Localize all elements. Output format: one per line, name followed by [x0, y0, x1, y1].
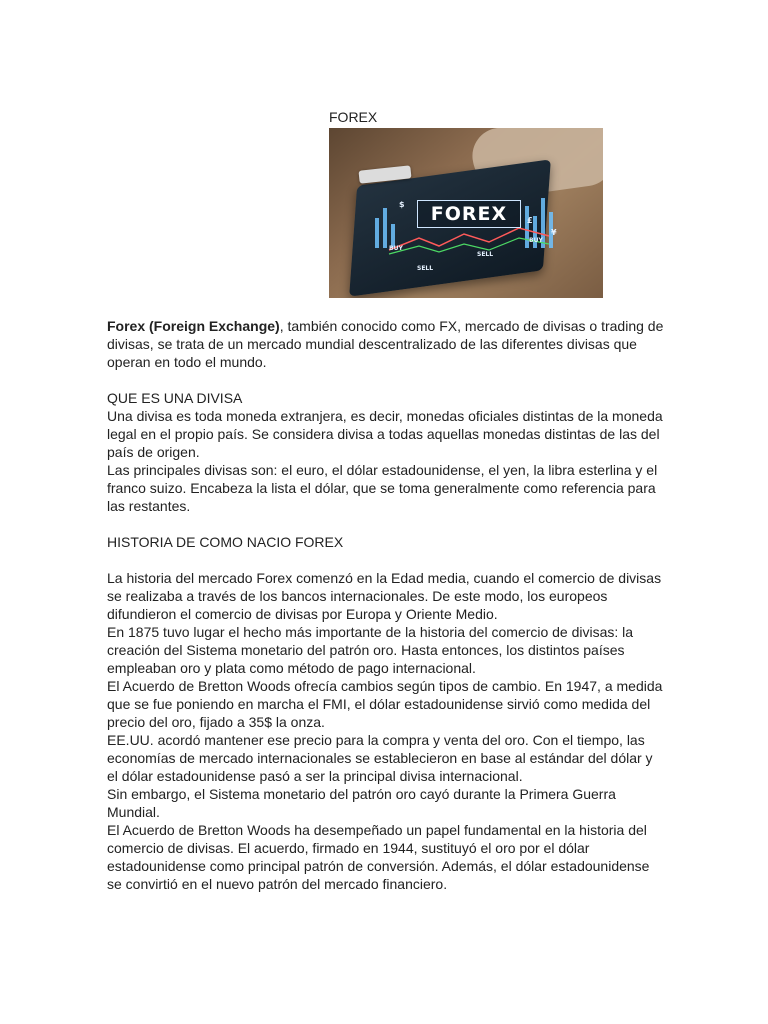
forex-hero-image — [329, 128, 603, 298]
yen-symbol: ¥ — [551, 228, 557, 237]
document-page — [107, 108, 667, 893]
intro-bold-lead: Forex (Foreign Exchange) — [107, 318, 280, 334]
document-title: FOREX — [329, 109, 378, 125]
historia-paragraph: La historia del mercado Forex comenzó en la Edad media, cuando el comercio de divisas se realizaba a través de los bancos internacionales. De este modo, los europeos difundieron el comercio de divisas por Europa y Oriente Medio. — [107, 570, 662, 622]
sell-tag: SELL — [477, 251, 494, 258]
historia-paragraph: En 1875 tuvo lugar el hecho más importante de la historia del comercio de divisas: la creación del Sistema monetario del patrón oro. Hasta entonces, los distintos países empleaban oro y plata como método de pago internacional. — [107, 624, 634, 676]
buy-tag: BUY — [529, 237, 543, 244]
divisa-paragraph: Las principales divisas son: el euro, el dólar estadounidense, el yen, la libra esterlina y el franco suizo. Encabeza la lista el dólar, que se toma generalmente como referencia para las restantes. — [107, 462, 658, 514]
forex-logo — [417, 200, 521, 228]
buy-tag: BUY — [389, 245, 403, 252]
section-heading-historia: HISTORIA DE COMO NACIO FOREX — [107, 534, 344, 550]
historia-paragraph: Sin embargo, el Sistema monetario del patrón oro cayó durante la Primera Guerra Mundial. — [107, 786, 616, 820]
dollar-symbol: $ — [399, 200, 405, 209]
divisa-paragraph: Una divisa es toda moneda extranjera, es decir, monedas oficiales distintas de la moneda legal en el propio país. Se considera divisa a todas aquellas monedas distintas de las del país de origen. — [107, 408, 663, 460]
historia-paragraph: El Acuerdo de Bretton Woods ha desempeñado un papel fundamental en la historia del comercio de divisas. El acuerdo, firmado en 1944, sustituyó el oro por el dólar estadounidense como principal patrón de conversión. Además, el dólar estadounidense se convirtió en el nuevo patrón del mercado financiero. — [107, 822, 650, 892]
historia-paragraph: EE.UU. acordó mantener ese precio para la compra y venta del oro. Con el tiempo, las economías de mercado internacionales se establecieron en base al estándar del dólar y el dólar estadounidense pasó a ser la principal divisa internacional. — [107, 732, 653, 784]
intro-paragraph — [107, 317, 667, 371]
forex-logo-text: FOREX — [430, 203, 508, 225]
historia-paragraph: El Acuerdo de Bretton Woods ofrecía cambios según tipos de cambio. En 1947, a medida que se fue poniendo en marcha el FMI, el dólar estadounidense sirvió como medida del precio del oro, fijado a 35$ la onza. — [107, 678, 663, 730]
sell-tag: SELL — [417, 265, 434, 272]
section-heading-divisa: QUE ES UNA DIVISA — [107, 390, 243, 406]
pound-symbol: £ — [527, 216, 533, 225]
intro-text: , también conocido como FX, mercado de divisas o trading de divisas, se trata de un mercado mundial descentralizado de las diferentes divisas que operan en todo el mundo. — [107, 318, 664, 370]
